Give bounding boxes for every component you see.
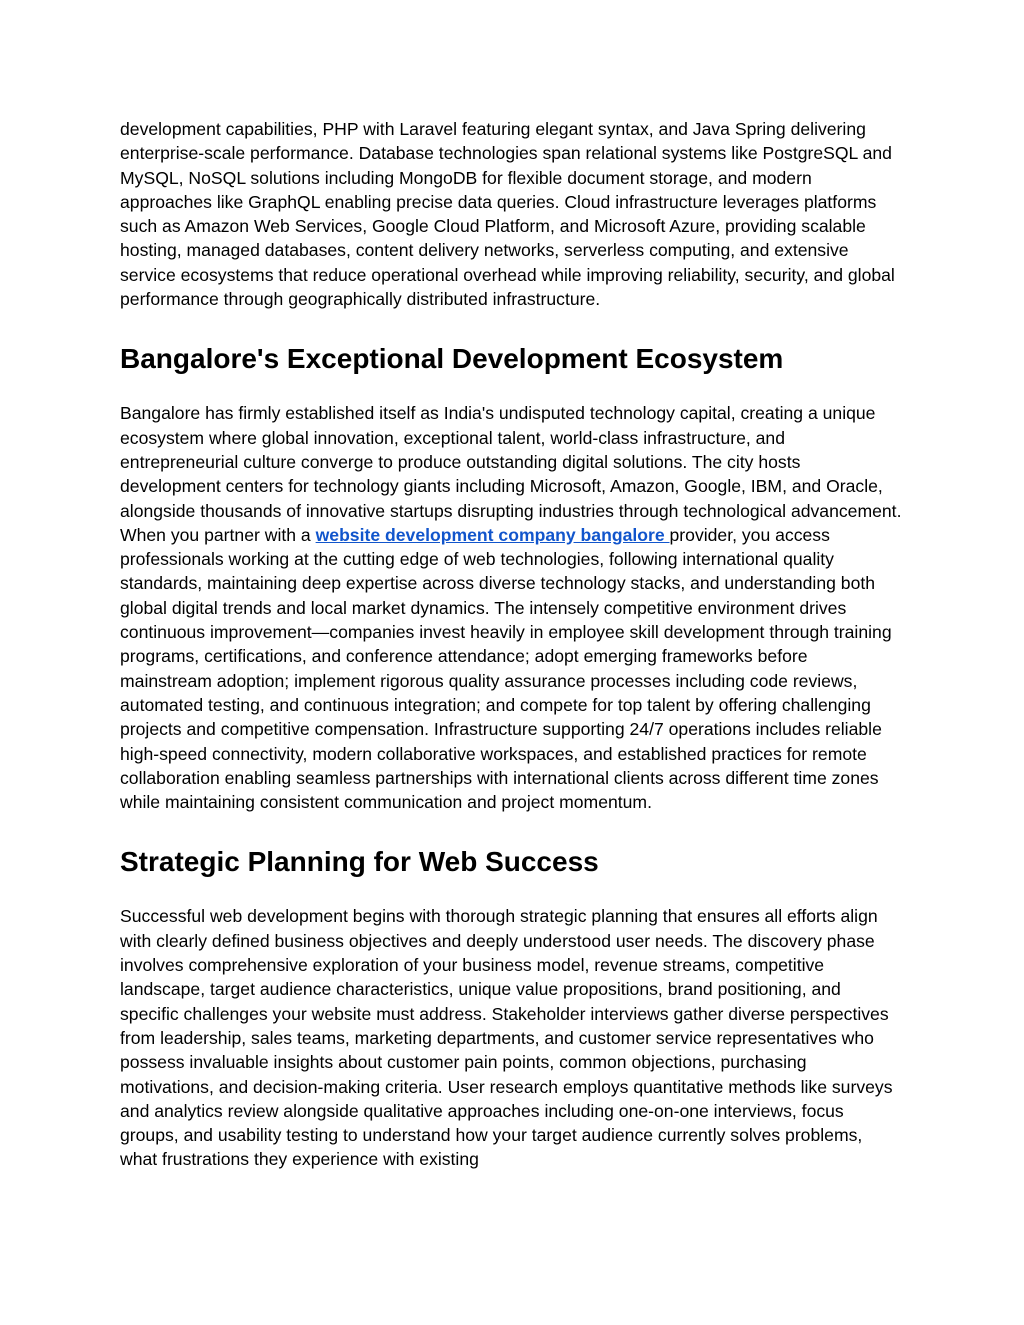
bangalore-ecosystem-paragraph bbox=[120, 401, 904, 814]
paragraph-text-before-link: Bangalore has firmly established itself as India's undisputed technology capital, creating a unique ecosystem where global innovation, exceptional talent, world-class infrastructure, and entrepreneurial culture converge to produce outstanding digital solutions. The city hosts development centers for technology giants including Microsoft, Amazon, Google, IBM, and Oracle, alongside thousands of innovative startups disrupting industries through technological advancement. When you partner with a bbox=[120, 403, 902, 545]
intro-paragraph: development capabilities, PHP with Laravel featuring elegant syntax, and Java Spring delivering enterprise-scale performance. Database technologies span relational systems like PostgreSQL and MySQL, NoSQL solutions including MongoDB for flexible document storage, and modern approaches like GraphQL enabling precise data queries. Cloud infrastructure leverages platforms such as Amazon Web Services, Google Cloud Platform, and Microsoft Azure, providing scalable hosting, managed databases, content delivery networks, serverless computing, and extensive service ecosystems that reduce operational overhead while improving reliability, security, and global performance through geographically distributed infrastructure. bbox=[120, 119, 895, 310]
section-heading-strategic-planning: Strategic Planning for Web Success bbox=[120, 846, 599, 878]
strategic-planning-paragraph: Successful web development begins with thorough strategic planning that ensures all efforts align with clearly defined business objectives and deeply understood user needs. The discovery phase involves comprehensive exploration of your business model, revenue streams, competitive landscape, target audience characteristics, unique value propositions, brand positioning, and specific challenges your website must address. Stakeholder interviews gather diverse perspectives from leadership, sales teams, marketing departments, and customer service representatives who possess invaluable insights about customer pain points, common objections, purchasing motivations, and decision-making criteria. User research employs quantitative methods like surveys and analytics review alongside qualitative approaches including one-on-one interviews, focus groups, and usability testing to understand how your target audience currently solves problems, what frustrations they experience with existing bbox=[120, 906, 893, 1170]
section-heading-bangalore-ecosystem: Bangalore's Exceptional Development Ecosystem bbox=[120, 343, 784, 375]
website-development-company-bangalore-link[interactable]: website development company bangalore bbox=[315, 524, 670, 545]
paragraph-text-after-link: provider, you access professionals working at the cutting edge of web technologies, following international quality standards, maintaining deep expertise across diverse technology stacks, and understanding both global digital trends and local market dynamics. The intensely competitive environment drives continuous improvement—companies invest heavily in employee skill development through training programs, certifications, and conference attendance; adopt emerging frameworks before mainstream adoption; implement rigorous quality assurance processes including code reviews, automated testing, and continuous integration; and compete for top talent by offering challenging projects and competitive compensation. Infrastructure supporting 24/7 operations includes reliable high-speed connectivity, modern collaborative workspaces, and established practices for remote collaboration enabling seamless partnerships with international clients across different time zones while maintaining consistent communication and project momentum. bbox=[120, 524, 892, 813]
